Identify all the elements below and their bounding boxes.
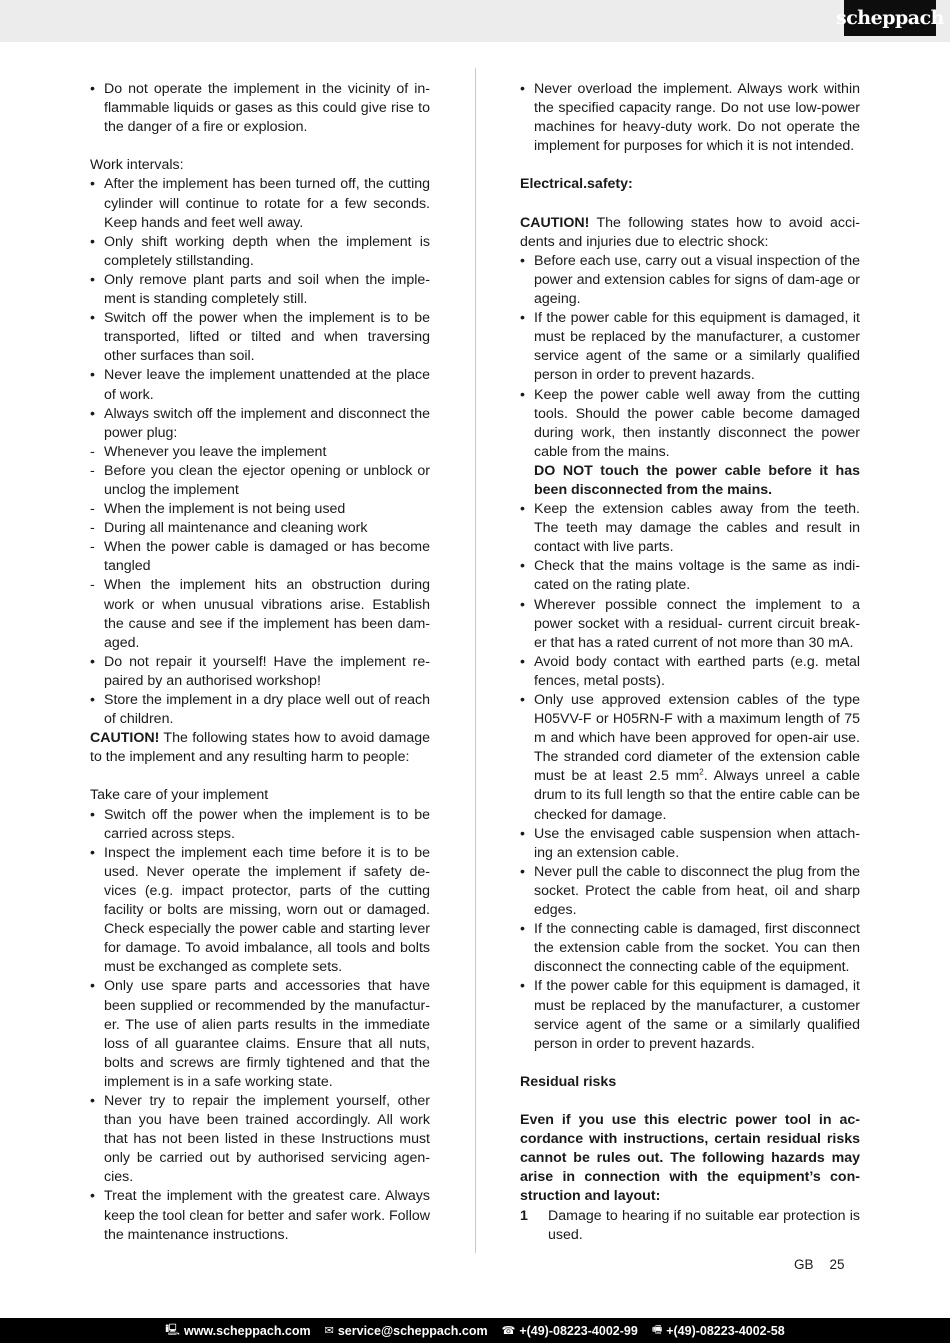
item-text: When the implement is not being used	[104, 501, 346, 518]
item-text: Only remove plant parts and soil when the imple-ment is standing completely still.	[104, 271, 430, 308]
bullet-item	[520, 825, 860, 863]
bullet-marker: •	[520, 252, 525, 269]
bullet-marker: •	[90, 367, 95, 384]
bullet-marker: •	[90, 844, 95, 861]
item-text-continued: . Always unreel a cable drum to its full length so that the entire cable can be checked for damage.	[534, 768, 860, 823]
bullet-item	[520, 386, 860, 462]
dash-item	[90, 538, 430, 576]
language-code: GB	[794, 1257, 814, 1272]
paragraph: Take care of your implement	[90, 787, 269, 804]
fax-icon: 🖷	[651, 1323, 663, 1336]
item-text: Before each use, carry out a visual inspection of the power and extension cables for signs of dam-age or ageing.	[534, 252, 860, 308]
caution-label: CAUTION!	[520, 214, 590, 231]
bullet-item	[520, 920, 860, 977]
bullet-item	[520, 80, 860, 156]
bullet-item	[520, 500, 860, 557]
item-text: Inspect the implement each time before it is to be used. Never operate the implement if safety de-vices (e.g. impact protector, parts of the cutting facility or bolts are missing, worn out or damaged. Check especially the power cable and starting lever for damage. To avoid imbalance, all tools and bolts must be exchanged as complete sets.	[104, 844, 430, 976]
bullet-marker: •	[520, 558, 525, 575]
bullet-item	[520, 653, 860, 691]
item-text: Wherever possible connect the implement to a power socket with a residual- current circuit break-er that has a rated current of not more than 30 mA.	[534, 596, 860, 651]
bullet-item	[90, 691, 430, 729]
caution-paragraph	[520, 214, 860, 252]
bullet-item	[90, 309, 430, 366]
bullet-item	[520, 691, 860, 825]
bullet-marker: •	[90, 1188, 95, 1205]
bullet-marker: •	[520, 863, 525, 880]
dash-item	[90, 576, 430, 652]
item-text: When the power cable is damaged or has become tangled	[104, 539, 430, 575]
bullet-marker: •	[520, 81, 525, 97]
bullet-item	[90, 233, 430, 271]
bullet-marker: •	[90, 978, 95, 995]
spacer	[520, 1054, 860, 1073]
bullet-item	[90, 653, 430, 691]
item-text: Only use spare parts and accessories that have been supplied or recommended by the manufactur-er. The use of alien parts results in the immediate loss of all guarantee claims. Ensure that all nuts, bolts and screws are firmly tightened and that the implement is in a safe working state.	[104, 978, 430, 1090]
bullet-item	[90, 1092, 430, 1187]
bullet-item	[90, 806, 430, 844]
dash-item	[90, 500, 430, 519]
item-text: Damage to hearing if no suitable ear protection is used.	[548, 1207, 860, 1243]
footer-web[interactable]	[165, 1321, 310, 1340]
item-text: Always switch off the implement and disconnect the power plug:	[104, 405, 430, 441]
item-text: Do not operate the implement in the vicinity of in-flammable liquids or gases as this could give rise to the danger of a fire or explosion.	[104, 81, 430, 136]
item-text: Do not repair it yourself! Have the implement re-paired by an authorised workshop!	[104, 653, 430, 689]
computer-icon: 🖳	[165, 1323, 180, 1336]
left-column	[90, 80, 430, 1245]
item-text: Avoid body contact with earthed parts (e.g. metal fences, metal posts).	[534, 653, 860, 689]
bullet-marker: •	[520, 692, 525, 708]
item-text: If the power cable for this equipment is damaged, it must be replaced by the manufacturer, a customer service agent of the same or a similarly qualified person in order to prevent hazards.	[534, 978, 860, 1052]
dash-item	[90, 462, 430, 500]
item-text: After the implement has been turned off, the cutting cylinder will continue to rotate for a few seconds. Keep hands and feet well away.	[104, 176, 430, 231]
section-heading: Residual risks	[520, 1073, 617, 1090]
bullet-item	[90, 1187, 430, 1244]
email-icon: ✉	[324, 1324, 334, 1337]
column-divider	[475, 68, 476, 1253]
caution-paragraph	[90, 729, 430, 767]
footer-phone-text: +(49)-08223-4002-99	[519, 1323, 638, 1338]
bullet-item	[90, 271, 430, 309]
item-text: Switch off the power when the implement is to be carried across steps.	[104, 806, 430, 842]
item-text: Check that the mains voltage is the same as indi-cated on the rating plate.	[534, 558, 860, 594]
footer-email-text: service@scheppach.com	[337, 1323, 488, 1338]
item-text: Never try to repair the implement yourself, other than you have been trained accordingly. All work that has not been listed in these Instructions must only be carried out by authorised servicing agen-cies.	[104, 1092, 430, 1186]
item-text: Treat the implement with the greatest care. Always keep the tool clean for better and safer work. Follow the maintenance instructions.	[104, 1188, 430, 1243]
bullet-marker: •	[90, 1092, 95, 1109]
page-number	[794, 1257, 845, 1272]
bullet-marker: •	[520, 386, 525, 403]
bullet-marker: •	[90, 233, 95, 250]
bullet-marker: •	[90, 271, 95, 288]
dash-marker: -	[90, 539, 95, 556]
bullet-item	[90, 366, 430, 404]
item-text: When the implement hits an obstruction during work or when unusual vibrations arise. Establish the cause and see if the implement has been dam-aged.	[104, 577, 430, 651]
item-text: Only shift working depth when the implement is completely stillstanding.	[104, 233, 430, 269]
brand-logo: scheppach	[844, 0, 936, 36]
numbered-item	[520, 1207, 860, 1245]
item-number: 1	[520, 1207, 528, 1224]
footer-email[interactable]	[325, 1324, 488, 1338]
superscript: 2	[699, 767, 704, 777]
dash-marker: -	[90, 501, 95, 518]
footer-fax	[652, 1321, 785, 1340]
item-text: Never overload the implement. Always work within the specified capacity range. Do not use low-power machines for heavy-duty work. Do not operate the implement for purposes for which it is not intended.	[534, 81, 860, 155]
header-bar	[0, 0, 950, 42]
dash-marker: -	[90, 577, 95, 594]
dash-marker: -	[90, 462, 95, 479]
item-text: Keep the extension cables away from the teeth. The teeth may damage the cables and result in contact with live parts.	[534, 501, 860, 556]
bullet-item	[520, 863, 860, 920]
right-column	[520, 80, 860, 1245]
bold-warning	[520, 462, 860, 500]
caution-label: CAUTION!	[90, 730, 160, 747]
bullet-item	[520, 252, 860, 309]
item-text: Switch off the power when the implement is to be transported, lifted or tilted and when traversing other surfaces than soil.	[104, 310, 430, 365]
item-text: If the connecting cable is damaged, first disconnect the extension cable from the socket. You can then disconnect the connecting cable of the equipment.	[534, 921, 860, 976]
item-text: Use the envisaged cable suspension when attach-ing an extension cable.	[534, 825, 860, 861]
caution-text: The following states how to avoid acci-dents and injuries due to electric shock:	[520, 214, 860, 250]
item-text: Store the implement in a dry place well out of reach of children.	[104, 692, 430, 728]
bullet-item	[90, 175, 430, 232]
bullet-item	[520, 309, 860, 385]
bullet-marker: •	[90, 176, 95, 193]
bullet-item	[520, 596, 860, 653]
dash-marker: -	[90, 520, 95, 537]
caution-text: The following states how to avoid damage to the implement and any resulting harm to people:	[90, 730, 430, 766]
footer-fax-text: +(49)-08223-4002-58	[666, 1323, 785, 1338]
bullet-marker: •	[520, 596, 525, 613]
item-text: Keep the power cable well away from the cutting tools. Should the power cable become damaged during work, then instantly disconnect the power cable from the mains.	[534, 386, 860, 460]
section-heading: Electrical.safety:	[520, 176, 633, 193]
item-text: Before you clean the ejector opening or unblock or unclog the implement	[104, 462, 430, 498]
bullet-marker: •	[90, 310, 95, 327]
spacer	[90, 137, 430, 156]
dash-marker: -	[90, 443, 95, 460]
bullet-marker: •	[90, 806, 95, 823]
bullet-item	[90, 977, 430, 1092]
item-text: Whenever you leave the implement	[104, 443, 327, 460]
footer-bar	[0, 1318, 950, 1343]
bullet-marker: •	[90, 692, 95, 708]
bullet-marker: •	[90, 653, 95, 670]
spacer	[520, 1092, 860, 1111]
bullet-marker: •	[520, 653, 525, 670]
bullet-item	[90, 844, 430, 978]
bullet-marker: •	[90, 405, 95, 422]
item-text: If the power cable for this equipment is damaged, it must be replaced by the manufacturer, a customer service agent of the same or a similarly qualified person in order to prevent hazards.	[534, 310, 860, 384]
item-text: Never leave the implement unattended at the place of work.	[104, 367, 430, 403]
item-text: Never pull the cable to disconnect the plug from the socket. Protect the cable from heat, oil and sharp edges.	[534, 863, 860, 919]
spacer	[520, 156, 860, 175]
dash-item	[90, 443, 430, 462]
item-text: During all maintenance and cleaning work	[104, 520, 368, 537]
bullet-marker: •	[520, 825, 525, 842]
bold-paragraph: Even if you use this electric power tool in ac-cordance with instructions, certain residual risks cannot be rules out. The following hazards may arise in connection with the equipment’s con-struction and layout:	[520, 1112, 860, 1205]
footer-phone	[502, 1324, 638, 1338]
dash-item	[90, 519, 430, 538]
bullet-item	[520, 977, 860, 1053]
bullet-marker: •	[520, 310, 525, 327]
bullet-marker: •	[520, 978, 525, 995]
bullet-item	[90, 405, 430, 443]
footer-web-text: www.scheppach.com	[183, 1323, 311, 1338]
phone-icon: ☎	[501, 1324, 516, 1337]
spacer	[90, 767, 430, 786]
spacer	[520, 195, 860, 214]
bullet-item	[90, 80, 430, 137]
bullet-marker: •	[90, 81, 95, 97]
item-text: Only use approved extension cables of the type H05VV-F or H05RN-F with a maximum length of 75 m and which have been approved for open-air use. The stranded cord diameter of the extension cable must be at least 2.5 mm	[534, 692, 860, 785]
paragraph: Work intervals:	[90, 157, 184, 174]
bullet-marker: •	[520, 501, 525, 518]
bullet-marker: •	[520, 921, 525, 938]
page-number-value: 25	[829, 1257, 845, 1272]
bullet-item	[520, 557, 860, 595]
bold-warning-text: DO NOT touch the power cable before it has been disconnected from the mains.	[534, 462, 860, 498]
